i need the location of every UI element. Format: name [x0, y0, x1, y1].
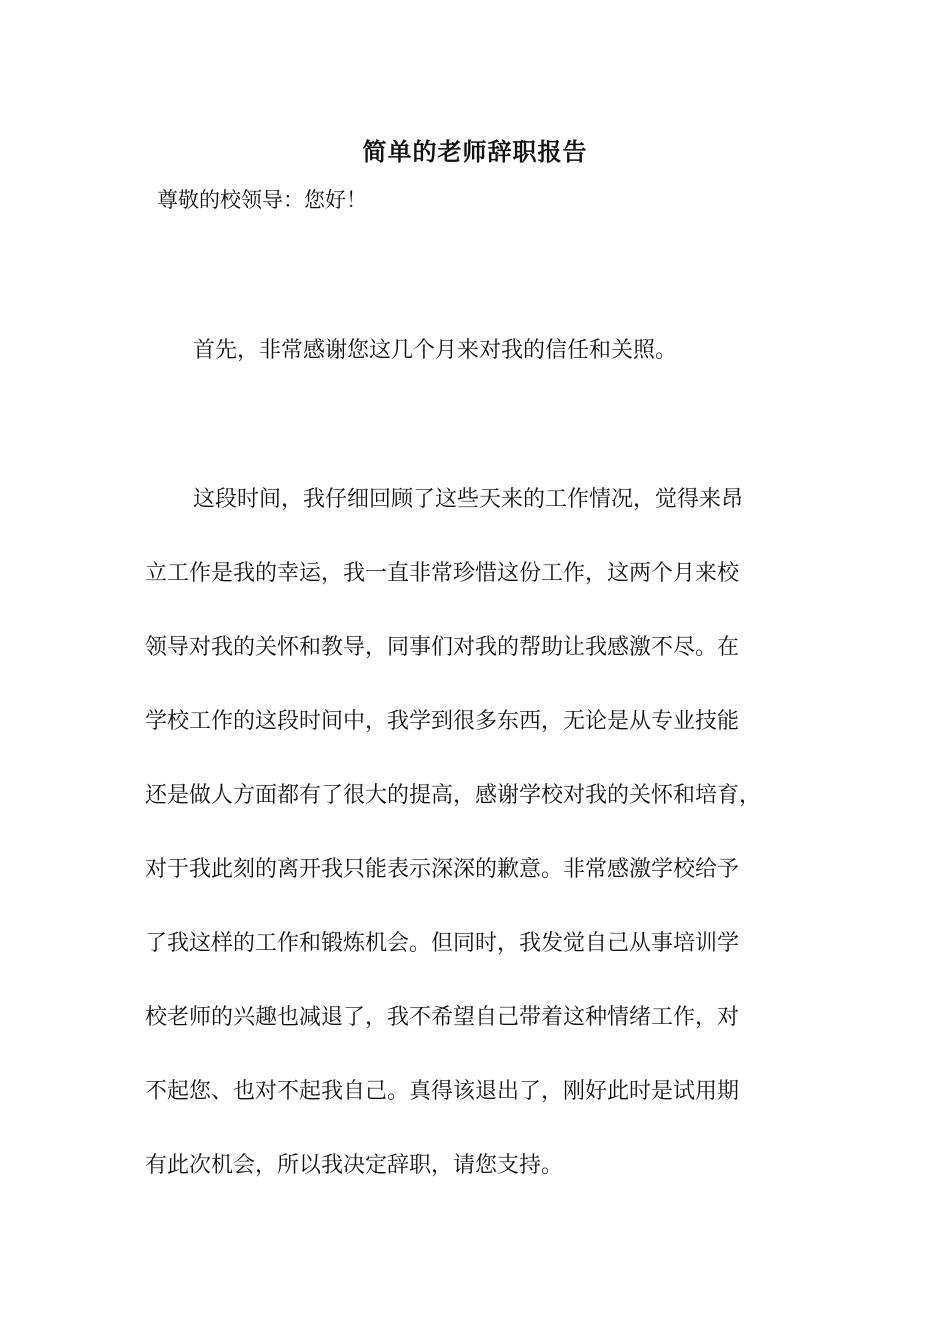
- paragraph-line: 这段时间，我仔细回顾了这些天来的工作情况，觉得来昂: [193, 487, 744, 512]
- paragraph-line: 还是做人方面都有了很大的提高，感谢学校对我的关怀和培育，: [145, 783, 762, 808]
- paragraph-line: 校老师的兴趣也减退了，我不希望自己带着这种情绪工作，对: [145, 1005, 740, 1030]
- paragraph-line: 有此次机会，所以我决定辞职，请您支持。: [145, 1153, 564, 1178]
- salutation: 尊敬的校领导：您好！: [157, 188, 367, 212]
- paragraph-line: 了我这样的工作和锻炼机会。但同时，我发觉自己从事培训学: [145, 931, 740, 956]
- paragraph-line: 对于我此刻的离开我只能表示深深的歉意。非常感激学校给予: [145, 857, 740, 882]
- document-title: 简单的老师辞职报告: [362, 137, 588, 166]
- paragraph-line: 学校工作的这段时间中，我学到很多东西，无论是从专业技能: [145, 709, 740, 734]
- paragraph-line: 立工作是我的幸运，我一直非常珍惜这份工作，这两个月来校: [145, 561, 740, 586]
- paragraph-line: 领导对我的关怀和教导，同事们对我的帮助让我感激不尽。在: [145, 635, 740, 660]
- paragraph-main: [145, 480, 835, 1220]
- paragraph-line: 不起您、也对不起我自己。真得该退出了，刚好此时是试用期: [145, 1079, 740, 1104]
- paragraph-thanks: 首先，非常感谢您这几个月来对我的信任和关照。: [193, 338, 678, 363]
